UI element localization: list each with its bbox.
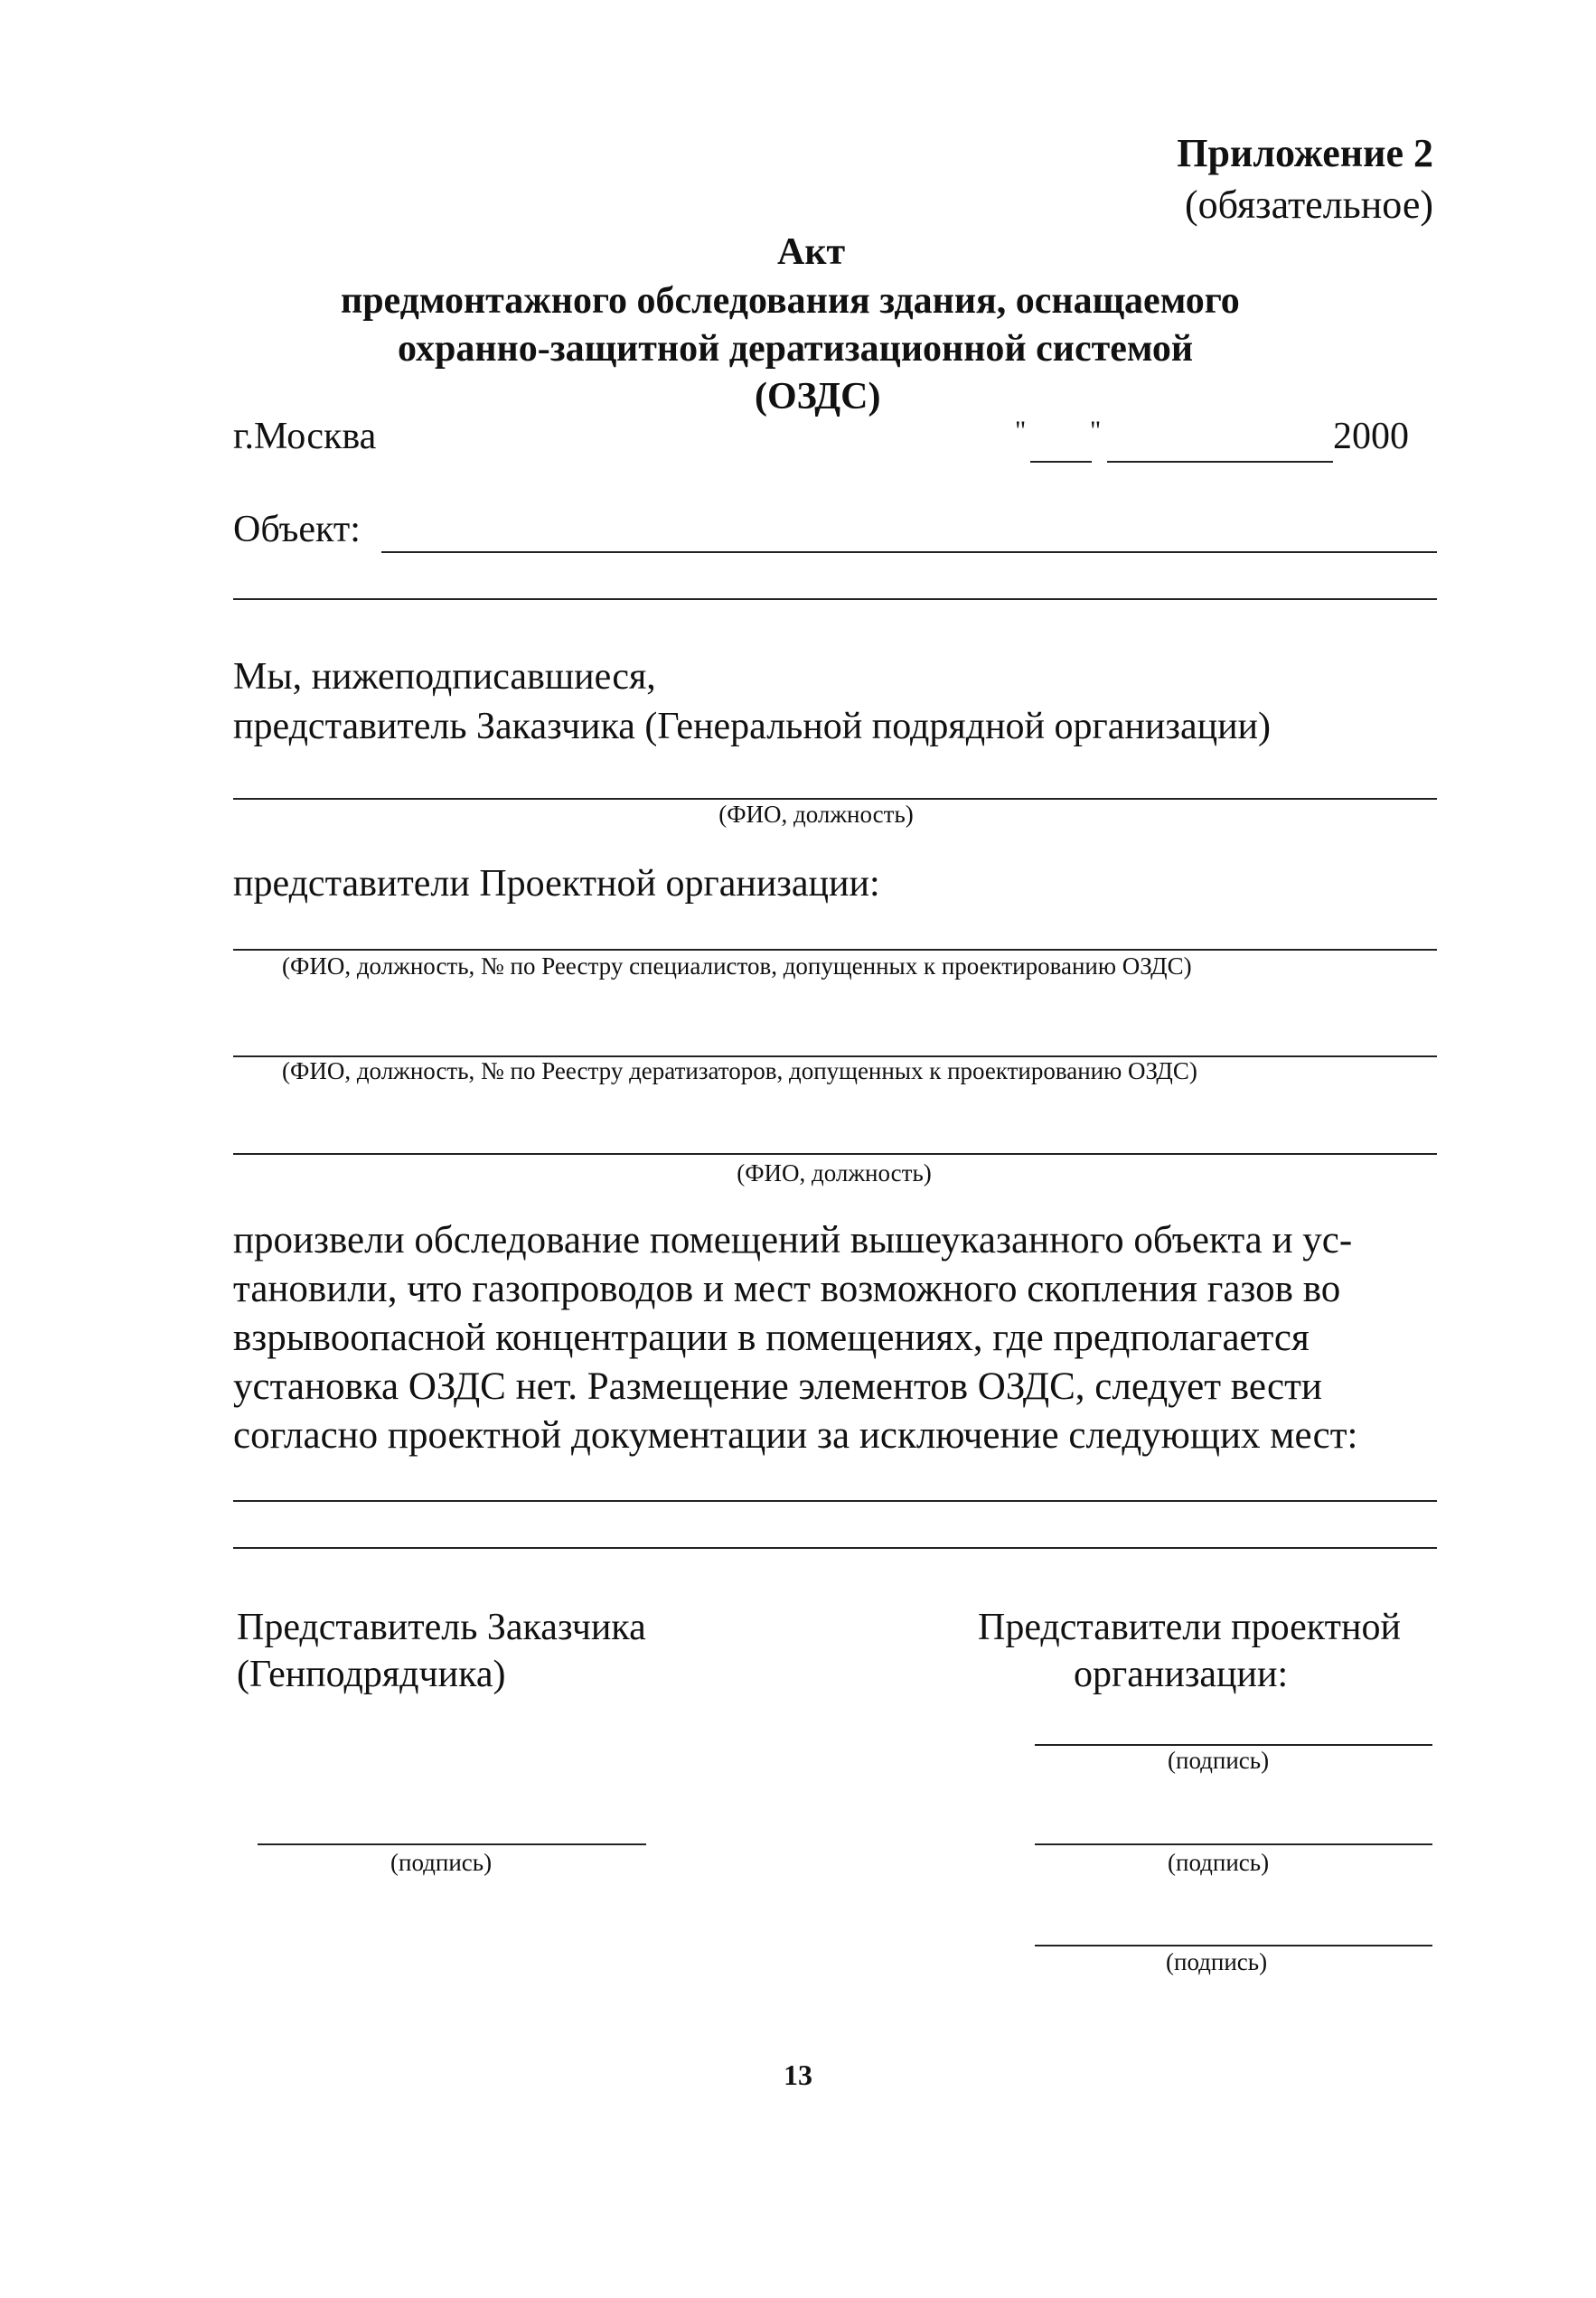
customer-representative-blank xyxy=(233,798,1437,800)
date-month-blank xyxy=(1107,461,1333,463)
city-label: г.Москва xyxy=(233,416,377,457)
third-representative-blank xyxy=(233,1153,1437,1155)
design-representatives-label: представители Проектной организации: xyxy=(233,863,880,905)
customer-signatory-title-2: (Генподрядчика) xyxy=(237,1654,506,1695)
participants-intro: Мы, нижеподписавшиеся, xyxy=(233,656,656,698)
exceptions-blank-line-1 xyxy=(233,1500,1437,1502)
specialists-caption: (ФИО, должность, № по Реестру специалистов, допущенных к проектированию ОЗДС) xyxy=(282,952,1192,980)
design-signature-caption-1: (подпись) xyxy=(1168,1747,1270,1774)
date-year: 2000 xyxy=(1333,416,1409,457)
customer-signature-line xyxy=(258,1843,646,1845)
exceptions-blank-line-2 xyxy=(233,1547,1437,1549)
customer-representative-label: представитель Заказчика (Генеральной подрядной организации) xyxy=(233,706,1272,747)
date-quote-open: " xyxy=(1015,416,1027,446)
object-blank-line-1 xyxy=(381,551,1437,553)
object-label: Объект: xyxy=(233,509,361,550)
customer-fio-caption: (ФИО, должность) xyxy=(718,801,914,828)
findings-line-3: взрывоопасной концентрации в помещениях, где предполагается xyxy=(233,1317,1310,1359)
design-signature-caption-3: (подпись) xyxy=(1166,1948,1268,1975)
document-title-line-1: предмонтажного обследования здания, оснащаемого xyxy=(341,280,1240,322)
findings-line-2: тановили, что газопроводов и мест возможного скопления газов во xyxy=(233,1268,1341,1310)
customer-signatory-title-1: Представитель Заказчика xyxy=(237,1607,646,1648)
mandatory-label: (обязательное) xyxy=(1185,183,1433,227)
findings-line-4: установка ОЗДС нет. Размещение элементов ОЗДС, следует вести xyxy=(233,1365,1322,1408)
design-signatory-title-2: организации: xyxy=(1074,1654,1289,1695)
date-day-blank xyxy=(1030,461,1092,463)
deratizators-caption: (ФИО, должность, № по Реестру дератизаторов, допущенных к проектированию ОЗДС) xyxy=(282,1057,1197,1084)
customer-signature-caption: (подпись) xyxy=(390,1849,493,1876)
findings-line-5: согласно проектной документации за исключение следующих мест: xyxy=(233,1414,1358,1457)
third-fio-caption: (ФИО, должность) xyxy=(737,1159,932,1187)
design-signature-line-2 xyxy=(1035,1843,1432,1845)
document-title-line-3: (ОЗДС) xyxy=(755,376,881,417)
object-blank-line-2 xyxy=(233,598,1437,600)
design-signatory-title-1: Представители проектной xyxy=(978,1607,1401,1648)
date-quote-close: " xyxy=(1090,416,1102,446)
page-number: 13 xyxy=(784,2059,812,2091)
document-title-line-2: охранно-защитной дератизационной системой xyxy=(398,328,1194,370)
design-signature-line-1 xyxy=(1035,1744,1432,1746)
design-signature-caption-2: (подпись) xyxy=(1168,1849,1270,1876)
design-signature-line-3 xyxy=(1035,1945,1432,1946)
document-type-title: Акт xyxy=(777,231,846,273)
findings-line-1: произвели обследование помещений вышеуказанного объекта и ус- xyxy=(233,1219,1353,1262)
specialist-blank xyxy=(233,949,1437,951)
appendix-label: Приложение 2 xyxy=(1177,131,1433,175)
